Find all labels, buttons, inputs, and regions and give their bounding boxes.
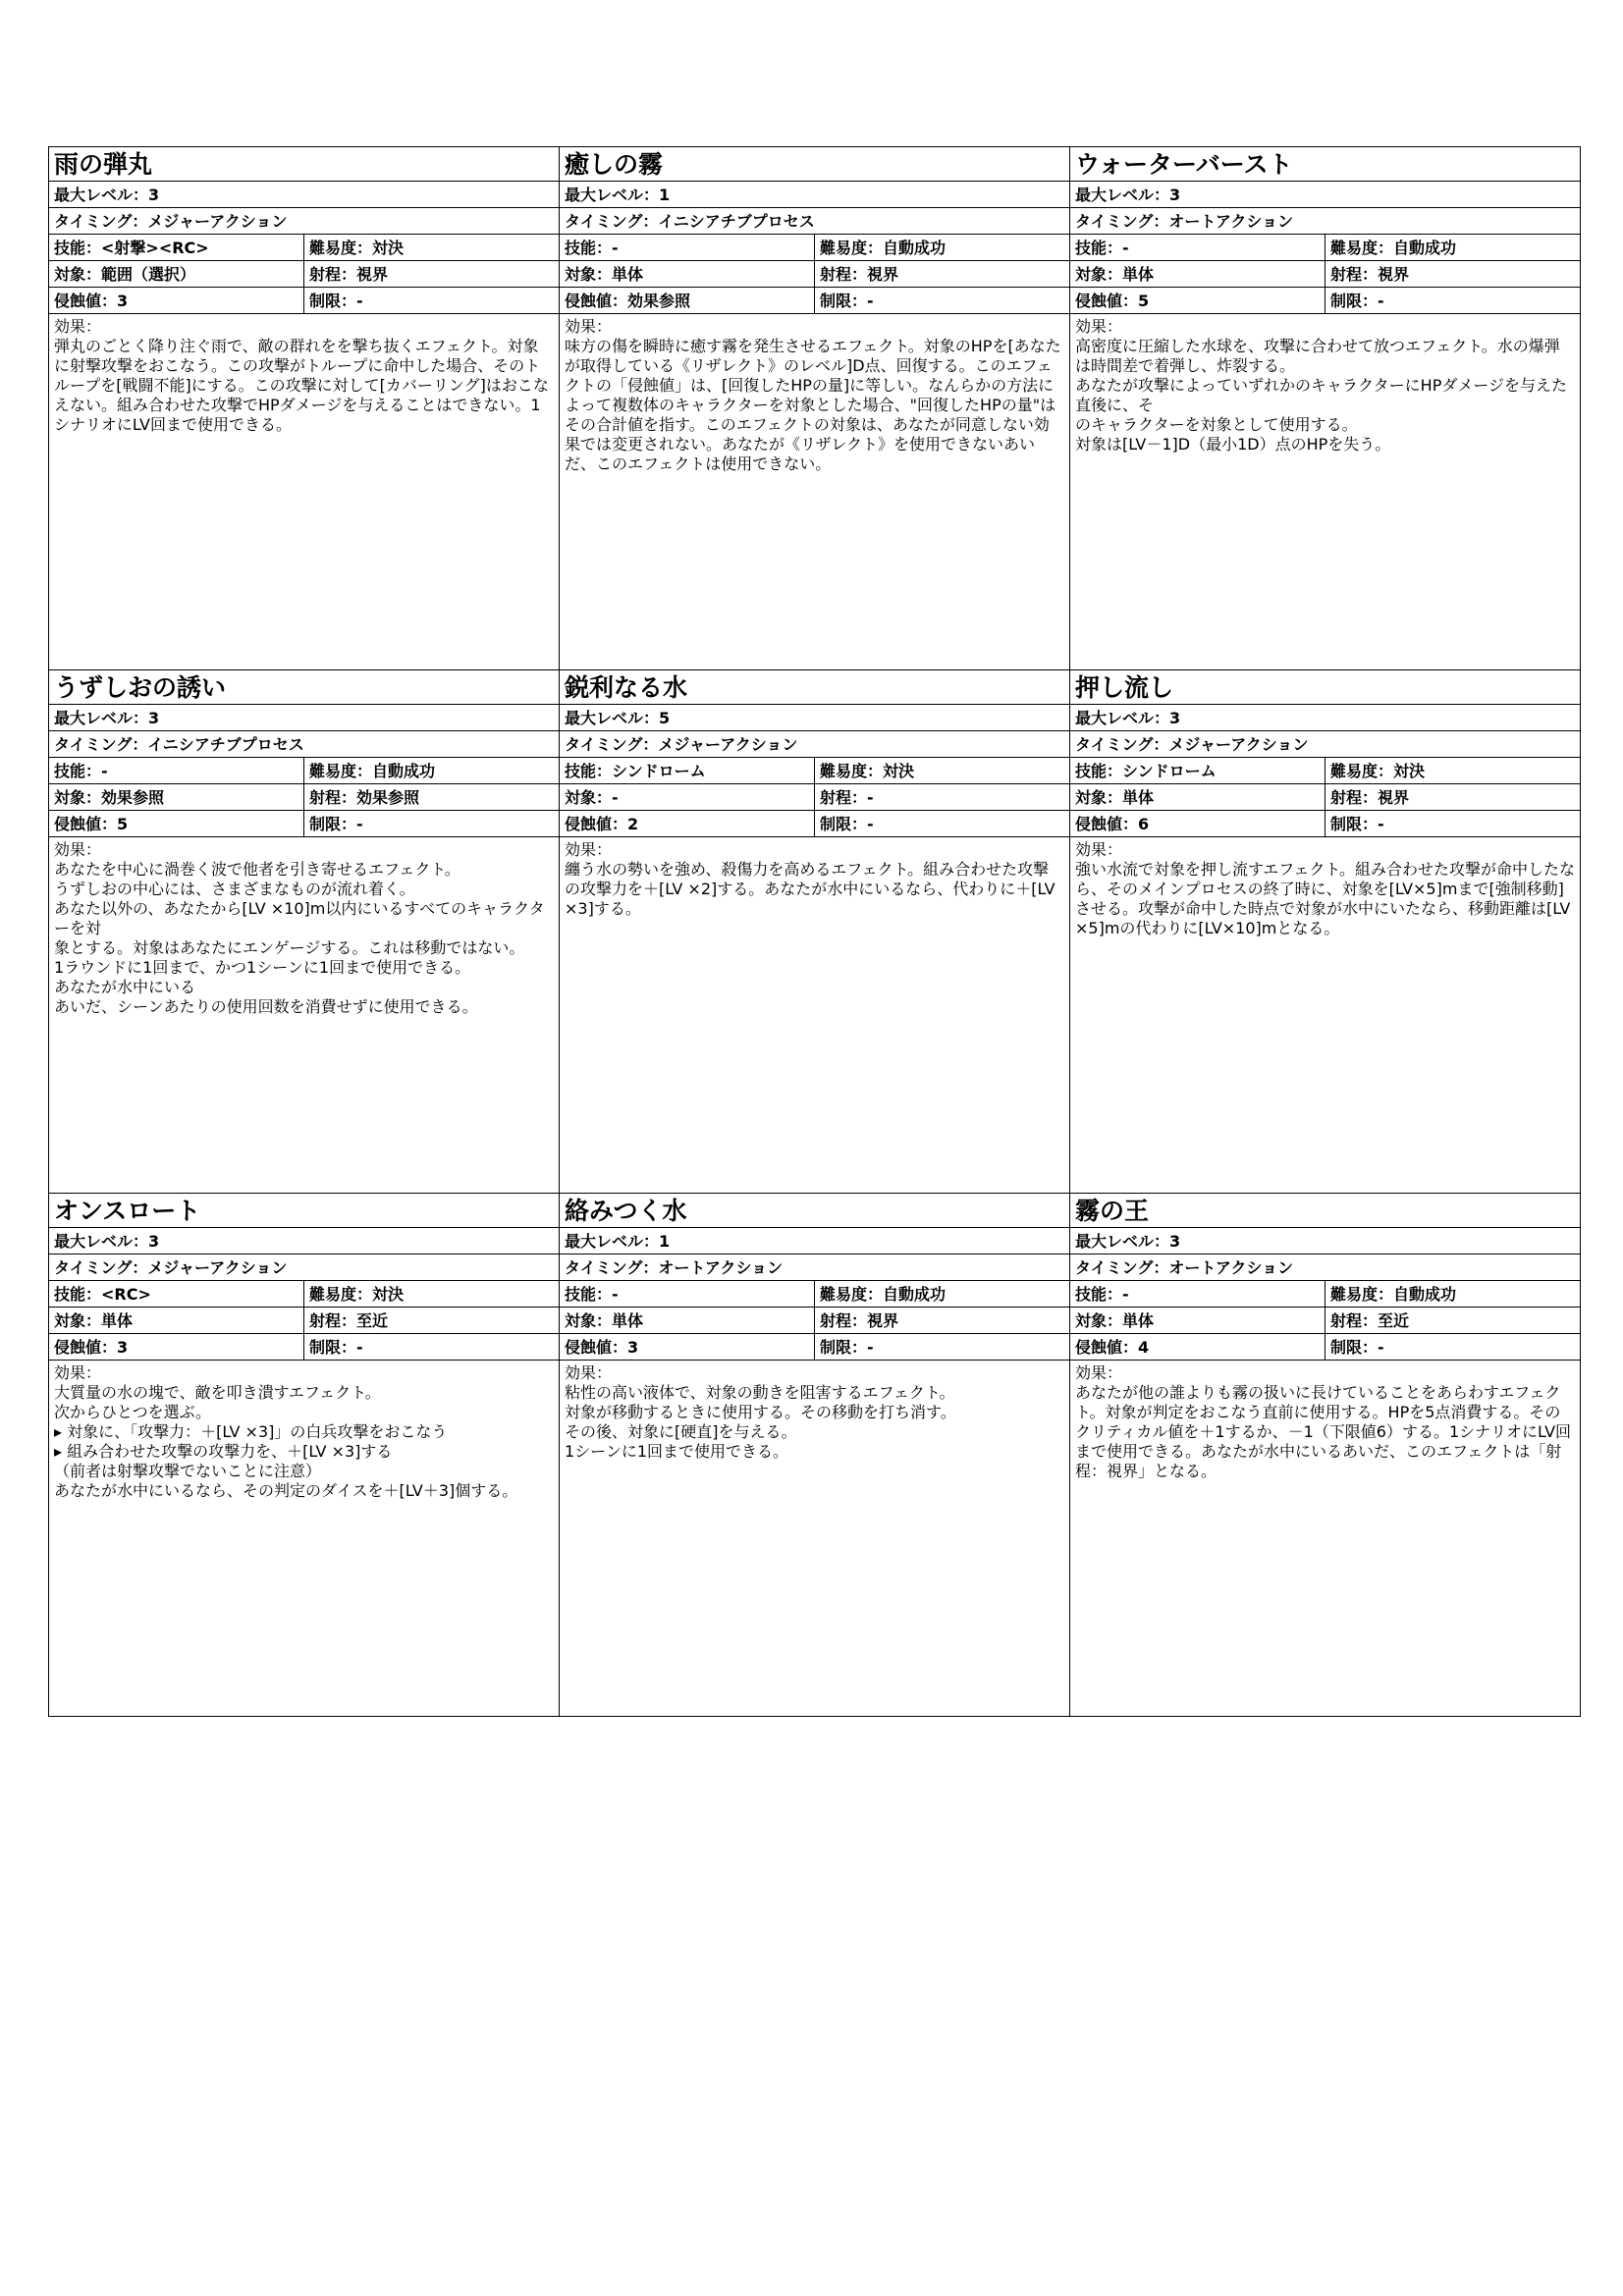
card-timing: タイミング：メジャーアクション (49, 208, 559, 235)
card-erosion: 侵蝕値：5 (1070, 288, 1325, 313)
card-name: 鋭利なる水 (560, 670, 1069, 705)
card-max-level: 最大レベル：5 (560, 705, 1069, 731)
effect-card (560, 670, 1070, 1194)
card-skill: 技能：<RC> (49, 1281, 304, 1307)
card-target: 対象：単体 (1070, 784, 1325, 810)
card-range: 射程：至近 (309, 1311, 389, 1330)
card-range: 射程：視界 (309, 265, 389, 284)
card-effect-label: 効果： (54, 1363, 102, 1382)
card-range: 射程：視界 (1330, 265, 1410, 284)
card-target-row (560, 784, 1069, 811)
card-timing: タイミング：オートアクション (1070, 208, 1580, 235)
card-max-level: 最大レベル：1 (560, 1228, 1069, 1255)
card-effect (560, 314, 1069, 669)
card-erosion-row (560, 288, 1069, 314)
card-timing: タイミング：メジャーアクション (560, 731, 1069, 758)
card-skill-row (560, 1281, 1069, 1308)
card-target-row (49, 1308, 559, 1334)
card-skill-row (1070, 758, 1580, 784)
card-timing: タイミング：イニシアチブプロセス (560, 208, 1069, 235)
card-limit: 制限：- (309, 292, 363, 310)
effect-card (49, 147, 560, 670)
card-effect (560, 1361, 1069, 1716)
card-timing: タイミング：イニシアチブプロセス (49, 731, 559, 758)
card-skill-row (49, 1281, 559, 1308)
card-erosion-row (49, 811, 559, 837)
card-target: 対象：単体 (560, 1308, 815, 1333)
card-erosion-row (1070, 288, 1580, 314)
card-skill-row (1070, 1281, 1580, 1308)
card-max-level: 最大レベル：3 (1070, 182, 1580, 208)
card-max-level: 最大レベル：3 (1070, 705, 1580, 731)
card-timing: タイミング：オートアクション (560, 1255, 1069, 1281)
card-erosion: 侵蝕値：6 (1070, 811, 1325, 836)
card-effect (1070, 837, 1580, 1193)
card-range: 射程：視界 (820, 265, 899, 284)
card-max-level: 最大レベル：3 (49, 1228, 559, 1255)
card-erosion-row (560, 811, 1069, 837)
card-effect-text: あなたを中心に渦巻く波で他者を引き寄せるエフェクト。 うずしおの中心には、さまざまなものが流れ着く。 あなた以外の、あなたから[LV ×10]m以内にいるすべてのキャラクターを対 象とする。対象はあなたにエンゲージする。これは移動ではない。 1ラウンドに1回まで、かつ1シーンに1回まで使用できる。 あなたが水中にいる あいだ、シーンあたりの使用回数を消費せずに使用できる。 (54, 860, 545, 1016)
card-difficulty: 難易度：対決 (1330, 762, 1426, 780)
card-name: 押し流し (1070, 670, 1580, 705)
card-name: オンスロート (49, 1194, 559, 1228)
card-erosion-row (1070, 811, 1580, 837)
effect-card (49, 670, 560, 1194)
card-max-level: 最大レベル：1 (560, 182, 1069, 208)
card-skill-row (560, 758, 1069, 784)
card-name: 癒しの霧 (560, 147, 1069, 182)
card-row-3 (49, 1194, 1581, 1717)
card-target-row (1070, 1308, 1580, 1334)
card-erosion-row (1070, 1334, 1580, 1361)
effect-card (560, 147, 1070, 670)
card-difficulty: 難易度：自動成功 (820, 239, 947, 257)
card-difficulty: 難易度：対決 (309, 239, 405, 257)
card-target: 対象：単体 (49, 1308, 304, 1333)
card-skill: 技能：- (1070, 235, 1325, 260)
effect-card (49, 1194, 560, 1717)
card-effect-label: 効果： (54, 317, 102, 336)
card-target-row (560, 1308, 1069, 1334)
card-range: 射程：- (820, 788, 874, 807)
card-difficulty: 難易度：自動成功 (1330, 239, 1457, 257)
card-timing: タイミング：メジャーアクション (49, 1255, 559, 1281)
card-erosion: 侵蝕値：3 (49, 288, 304, 313)
card-row-2 (49, 670, 1581, 1194)
card-skill: 技能：シンドローム (560, 758, 815, 783)
card-name: 霧の王 (1070, 1194, 1580, 1228)
card-erosion-row (49, 1334, 559, 1361)
card-erosion: 侵蝕値：5 (49, 811, 304, 836)
card-skill: 技能：- (1070, 1281, 1325, 1307)
card-target-row (560, 261, 1069, 288)
card-limit: 制限：- (309, 1338, 363, 1357)
card-skill: 技能：- (560, 235, 815, 260)
effect-card (1070, 147, 1581, 670)
card-effect-text: あなたが他の誰よりも霧の扱いに長けていることをあらわすエフェクト。対象が判定をおこなう直前に使用する。HPを5点消費する。そのクリティカル値を＋1するか、－1（下限値6）する。1シナリオにLV回まで使用できる。あなたが水中にいるあいだ、このエフェクトは「射程：視界」となる。 (1075, 1383, 1572, 1480)
card-effect-label: 効果： (1075, 840, 1123, 859)
card-name: 絡みつく水 (560, 1194, 1069, 1228)
card-effect-text: 弾丸のごとく降り注ぐ雨で、敵の群れをを撃ち抜くエフェクト。対象に射撃攻撃をおこなう。この攻撃がトループに命中した場合、そのトループを[戦闘不能]にする。この攻撃に対して[カバーリング]はおこなえない。組み合わせた攻撃でHPダメージを与えることはできない。1シナリオにLV回まで使用できる。 (54, 337, 549, 434)
card-row-1 (49, 147, 1581, 670)
card-effect-label: 効果： (54, 840, 102, 859)
card-effect-label: 効果： (565, 840, 613, 859)
card-limit: 制限：- (1330, 815, 1384, 833)
card-skill-row (49, 758, 559, 784)
card-skill-row (560, 235, 1069, 261)
effect-card (1070, 1194, 1581, 1717)
card-effect-label: 効果： (565, 1363, 613, 1382)
card-effect-label: 効果： (1075, 1363, 1123, 1382)
card-erosion: 侵蝕値：3 (49, 1334, 304, 1360)
card-target: 対象：単体 (560, 261, 815, 287)
card-skill: 技能：- (560, 1281, 815, 1307)
card-difficulty: 難易度：自動成功 (309, 762, 436, 780)
card-effect (49, 314, 559, 669)
card-skill-row (49, 235, 559, 261)
card-range: 射程：至近 (1330, 1311, 1410, 1330)
card-erosion: 侵蝕値：3 (560, 1334, 815, 1360)
card-limit: 制限：- (820, 292, 874, 310)
card-erosion: 侵蝕値：2 (560, 811, 815, 836)
card-name: うずしおの誘い (49, 670, 559, 705)
card-effect-text: 強い水流で対象を押し流すエフェクト。組み合わせた攻撃が命中したなら、そのメインプロセスの終了時に、対象を[LV×5]mまで[強制移動]させる。攻撃が命中した時点で対象が水中にいたなら、移動距離は[LV ×5]mの代わりに[LV×10]mとなる。 (1075, 860, 1575, 937)
card-erosion-row (49, 288, 559, 314)
card-skill: 技能：- (49, 758, 304, 783)
card-difficulty: 難易度：対決 (820, 762, 915, 780)
card-timing: タイミング：オートアクション (1070, 1255, 1580, 1281)
effect-card (560, 1194, 1070, 1717)
card-timing: タイミング：メジャーアクション (1070, 731, 1580, 758)
card-target: 対象：単体 (1070, 261, 1325, 287)
card-max-level: 最大レベル：3 (1070, 1228, 1580, 1255)
card-skill: 技能：シンドローム (1070, 758, 1325, 783)
card-name: ウォーターバースト (1070, 147, 1580, 182)
card-name: 雨の弾丸 (49, 147, 559, 182)
card-target: 対象：範囲（選択） (49, 261, 304, 287)
card-range: 射程：効果参照 (309, 788, 420, 807)
card-target: 対象：単体 (1070, 1308, 1325, 1333)
card-difficulty: 難易度：自動成功 (820, 1285, 947, 1304)
card-difficulty: 難易度：対決 (309, 1285, 405, 1304)
card-effect-text: 大質量の水の塊で、敵を叩き潰すエフェクト。 次からひとつを選ぶ。 ▸ 対象に、「攻撃力：＋[LV ×3]」の白兵攻撃をおこなう ▸ 組み合わせた攻撃の攻撃力を、＋[LV ×3]する （前者は射撃攻撃でないことに注意） あなたが水中にいるなら、その判定のダイスを＋[LV＋3]個する。 (54, 1383, 518, 1500)
card-limit: 制限：- (1330, 292, 1384, 310)
card-limit: 制限：- (820, 1338, 874, 1357)
card-target-row (49, 784, 559, 811)
card-effect (560, 837, 1069, 1193)
card-skill: 技能：<射撃><RC> (49, 235, 304, 260)
card-effect (49, 837, 559, 1193)
card-target: 対象：- (560, 784, 815, 810)
effect-card-grid (48, 146, 1581, 1717)
card-effect-text: 高密度に圧縮した水球を、攻撃に合わせて放つエフェクト。水の爆弾は時間差で着弾し、炸裂する。 あなたが攻撃によっていずれかのキャラクターにHPダメージを与えた直後に、そ のキャラクターを対象として使用する。 対象は[LV－1]D（最小1D）点のHPを失う。 (1075, 337, 1568, 454)
card-erosion: 侵蝕値：4 (1070, 1334, 1325, 1360)
card-effect-text: 纏う水の勢いを強め、殺傷力を高めるエフェクト。組み合わせた攻撃の攻撃力を＋[LV ×2]する。あなたが水中にいるなら、代わりに＋[LV ×3]する。 (565, 860, 1055, 918)
card-limit: 制限：- (1330, 1338, 1384, 1357)
card-target-row (1070, 784, 1580, 811)
card-target-row (49, 261, 559, 288)
card-range: 射程：視界 (820, 1311, 899, 1330)
effect-card (1070, 670, 1581, 1194)
card-difficulty: 難易度：自動成功 (1330, 1285, 1457, 1304)
card-erosion: 侵蝕値：効果参照 (560, 288, 815, 313)
card-effect (49, 1361, 559, 1716)
card-erosion-row (560, 1334, 1069, 1361)
card-effect-text: 粘性の高い液体で、対象の動きを阻害するエフェクト。 対象が移動するときに使用する。その移動を打ち消す。 その後、対象に[硬直]を与える。 1シーンに1回まで使用できる。 (565, 1383, 956, 1461)
card-skill-row (1070, 235, 1580, 261)
card-target: 対象：効果参照 (49, 784, 304, 810)
card-effect-label: 効果： (1075, 317, 1123, 336)
card-range: 射程：視界 (1330, 788, 1410, 807)
card-target-row (1070, 261, 1580, 288)
card-max-level: 最大レベル：3 (49, 705, 559, 731)
card-effect-label: 効果： (565, 317, 613, 336)
card-effect (1070, 314, 1580, 669)
card-effect (1070, 1361, 1580, 1716)
card-limit: 制限：- (820, 815, 874, 833)
card-max-level: 最大レベル：3 (49, 182, 559, 208)
card-effect-text: 味方の傷を瞬時に癒す霧を発生させるエフェクト。対象のHPを[あなたが取得している《リザレクト》のレベル]D点、回復する。このエフェクトの「侵蝕値」は、[回復したHPの量]に等しい。なんらかの方法によって複数体のキャラクターを対象とした場合、"回復したHPの量"はその合計値を指す。このエフェクトの対象は、あなたが同意しない効果では変更されない。あなたが《リザレクト》を使用できないあいだ、このエフェクトは使用できない。 (565, 337, 1061, 473)
card-limit: 制限：- (309, 815, 363, 833)
